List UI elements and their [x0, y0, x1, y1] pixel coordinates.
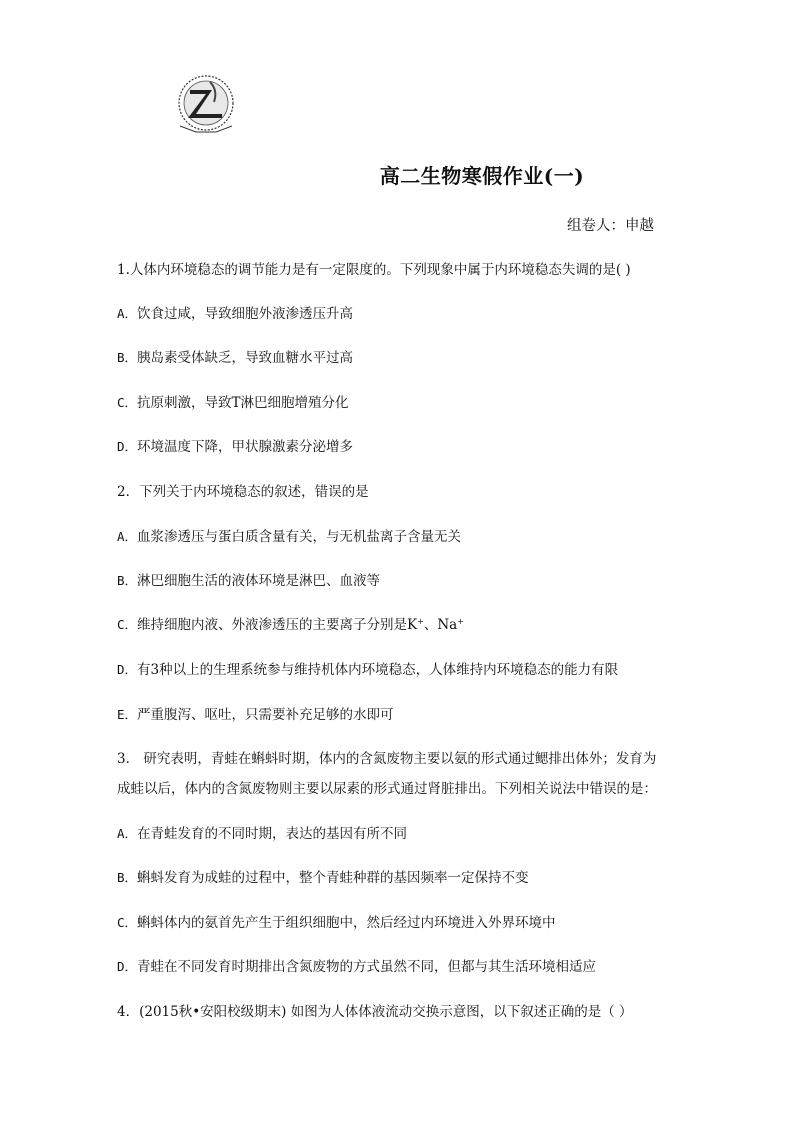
school-emblem-icon	[166, 68, 244, 138]
question-2-option-b: B．淋巴细胞生活的液体环境是淋巴、血液等	[117, 573, 381, 589]
question-1-option-d: D．环境温度下降，甲状腺激素分泌增多	[117, 439, 354, 455]
question-2-option-c: C．维持细胞内液、外液渗透压的主要离子分别是K+、Na+	[117, 617, 464, 633]
question-2-option-e: E．严重腹泻、呕吐，只需要补充足够的水即可	[117, 707, 394, 723]
question-3-stem-line-2: 成蛙以后，体内的含氮废物则主要以尿素的形式通过肾脏排出。下列相关说法中错误的是：	[117, 781, 657, 797]
question-1-option-c: C．抗原刺激，导致T淋巴细胞增殖分化	[117, 395, 349, 411]
question-3-option-c: C．蝌蚪体内的氨首先产生于组织细胞中，然后经过内环境进入外界环境中	[117, 915, 556, 931]
question-1-option-a: A．饮食过咸，导致细胞外液渗透压升高	[117, 306, 354, 322]
question-2-option-a: A．血浆渗透压与蛋白质含量有关，与无机盐离子含量无关	[117, 529, 462, 545]
question-1-stem: 1.人体内环境稳态的调节能力是有一定限度的。下列现象中属于内环境稳态失调的是( )	[117, 262, 631, 278]
question-3-stem-line-1: 3． 研究表明，青蛙在蝌蚪时期，体内的含氮废物主要以氨的形式通过鳃排出体外；发育为	[117, 751, 657, 767]
page-title: 高二生物寒假作业(一)	[379, 164, 585, 188]
question-1-option-b: B．胰岛素受体缺乏，导致血糖水平过高	[117, 350, 354, 366]
question-2-stem: 2．下列关于内环境稳态的叙述，错误的是	[117, 484, 369, 500]
question-3-option-d: D．青蛙在不同发育时期排出含氮废物的方式虽然不同，但都与其生活环境相适应	[117, 959, 597, 975]
question-2-option-d: D．有3种以上的生理系统参与维持机体内环境稳态，人体维持内环境稳态的能力有限	[117, 662, 619, 678]
author-line: 组卷人：申越	[567, 218, 654, 234]
question-4-stem: 4．(2015秋•安阳校级期末) 如图为人体体液流动交换示意图，以下叙述正确的是（ ）	[117, 1004, 633, 1020]
question-3-option-a: A．在青蛙发育的不同时期，表达的基因有所不同	[117, 826, 408, 842]
question-3-option-b: B．蝌蚪发育为成蛙的过程中，整个青蛙种群的基因频率一定保持不变	[117, 870, 529, 886]
